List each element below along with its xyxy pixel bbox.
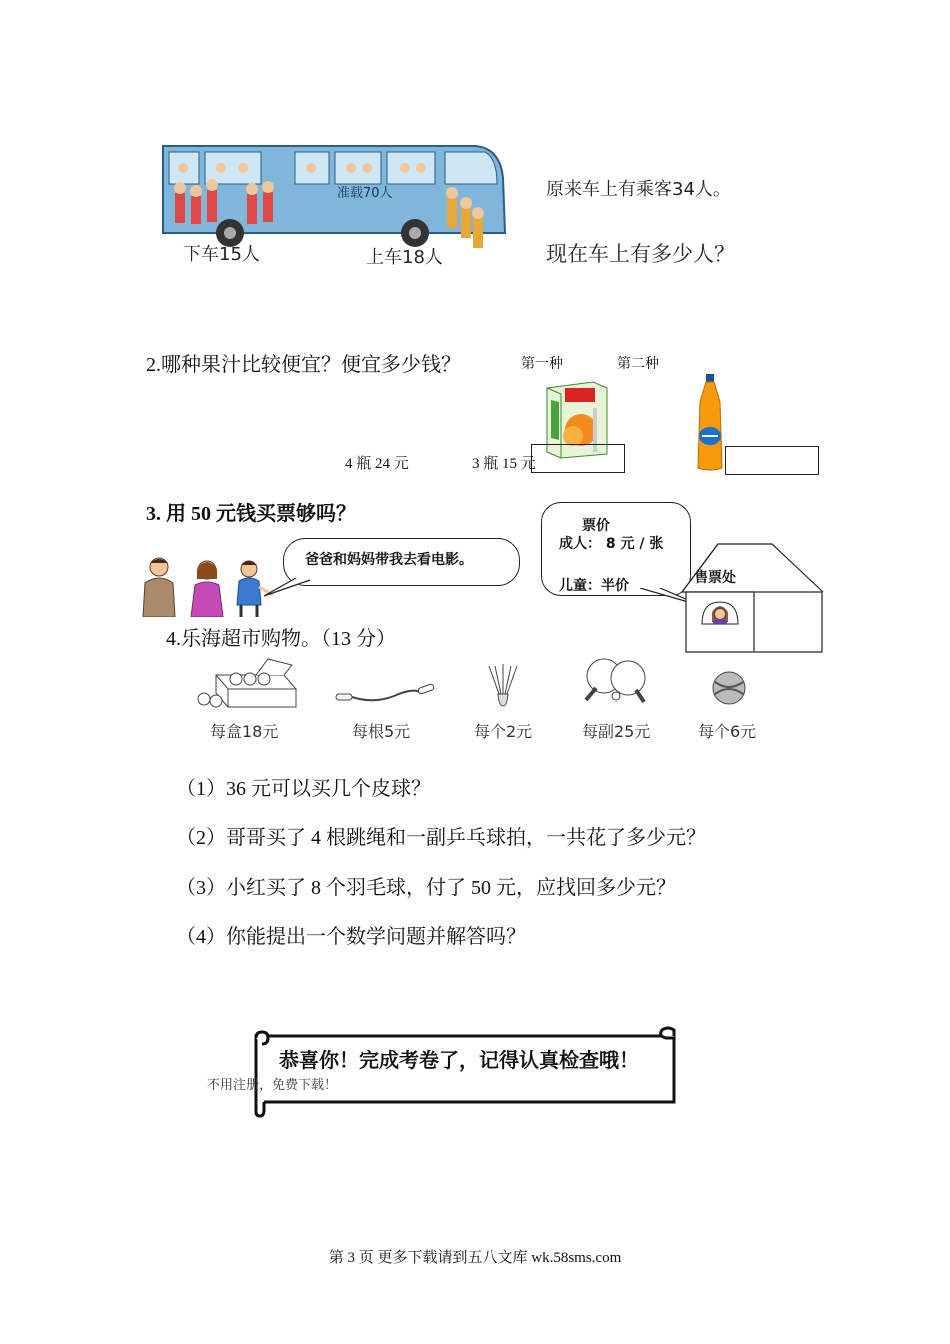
family-icon: [137, 555, 277, 617]
free-download-note: 不用注册，免费下载！: [207, 1078, 338, 1093]
sub-question-1: （1）36 元可以买几个皮球？: [176, 778, 431, 800]
booth-sign: 售票处: [694, 570, 736, 586]
juice-question: 2.哪种果汁比较便宜？便宜多少钱？: [146, 354, 461, 376]
price1-label: 4 瓶 24 元: [345, 456, 409, 472]
goods-label-shuttlecock: 每个2元: [474, 722, 533, 741]
sub-question-3: （3）小红买了 8 个羽毛球，付了 50 元，应找回多少元？: [176, 877, 676, 899]
rubber-ball-icon: [711, 670, 747, 706]
page-footer: 第 3 页 更多下载请到五八文库 wk.58sms.com: [328, 1250, 622, 1266]
jump-rope-icon: [334, 678, 436, 708]
speech-text: 爸爸和妈妈带我去看电影。: [305, 552, 473, 568]
ping-pong-paddles-icon: [582, 656, 650, 704]
shopping-title: 4.乐海超市购物。（13 分）: [166, 628, 396, 650]
goods-label-box: 每盒18元: [210, 722, 279, 741]
ticket-title: 票价: [582, 518, 610, 534]
ticket-booth: [680, 540, 825, 655]
original-passengers-text: 原来车上有乘客34人。: [546, 179, 731, 200]
shuttlecock-icon: [483, 662, 523, 708]
ticket-question: 3. 用 50 元钱买票够吗？: [146, 503, 356, 525]
kind2-label: 第二种: [617, 357, 659, 372]
soda-bottle-image: [694, 372, 726, 472]
ticket-adult-price: 成人： 8 元 / 张: [559, 536, 664, 552]
answer-box-2[interactable]: [725, 446, 819, 475]
ticket-child-price: 儿童：半价: [559, 578, 629, 594]
ticket-booth-icon: [680, 540, 825, 655]
sub-question-2: （2）哥哥买了 4 根跳绳和一副乒乓球拍，一共花了多少元？: [176, 827, 706, 849]
goods-label-ball: 每个6元: [698, 722, 757, 741]
goods-label-paddles: 每副25元: [582, 722, 651, 741]
answer-box-1[interactable]: [531, 444, 625, 473]
get-off-label: 下车15人: [183, 244, 260, 265]
price2-label: 3 瓶 15 元: [472, 456, 536, 472]
passenger-question: 现在车上有多少人？: [546, 242, 735, 266]
goods-label-rope: 每根5元: [352, 722, 411, 741]
kind1-label: 第一种: [521, 357, 563, 372]
speech-bubble-tail: [262, 578, 322, 598]
sub-question-4: （4）你能提出一个数学问题并解答吗？: [176, 926, 526, 948]
get-on-label: 上车18人: [366, 247, 443, 268]
soda-bottle-icon: [694, 372, 726, 472]
family-illustration: [137, 555, 277, 617]
ball-box-icon: [196, 655, 301, 710]
bus-sign: 准载70人: [337, 186, 393, 201]
congrats-text: 恭喜你！完成考卷了，记得认真检查哦！: [279, 1048, 639, 1072]
